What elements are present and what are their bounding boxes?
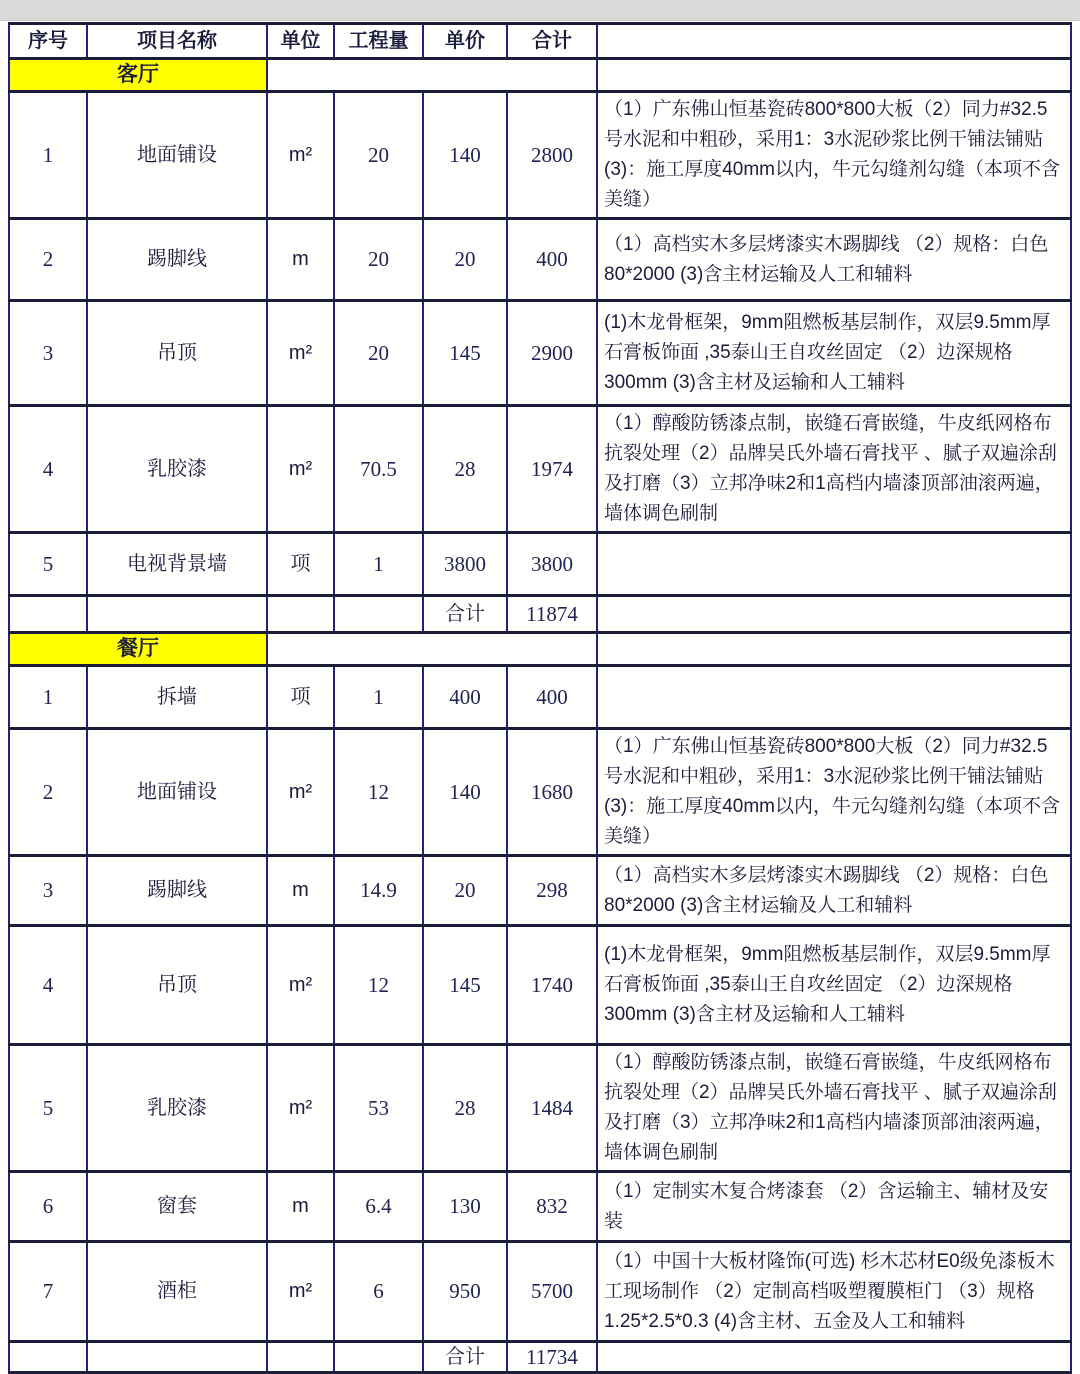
cell-total: 3800 — [507, 533, 597, 596]
subtotal-filler-qty — [334, 1342, 423, 1373]
cell-qty: 12 — [334, 729, 423, 856]
column-header-qty: 工程量 — [334, 24, 423, 59]
subtotal-filler-no — [9, 1342, 87, 1373]
cell-item: 窗套 — [87, 1172, 267, 1242]
cell-desc — [597, 533, 1071, 596]
cell-total: 1680 — [507, 729, 597, 856]
cell-no: 2 — [9, 729, 87, 856]
cell-unit: m — [267, 219, 334, 301]
cell-item: 地面铺设 — [87, 92, 267, 219]
section-row-notes-filler — [597, 633, 1071, 666]
table-row — [9, 666, 1071, 729]
subtotal-label: 合计 — [423, 596, 507, 633]
cell-qty: 6.4 — [334, 1172, 423, 1242]
cell-total: 1974 — [507, 406, 597, 533]
section-row-notes-filler — [597, 59, 1071, 92]
cell-desc: （1）高档实木多层烤漆实木踢脚线 （2）规格：白色80*2000 (3)含主材运输及人工和辅料 — [597, 856, 1071, 926]
cell-qty: 1 — [334, 533, 423, 596]
cell-no: 5 — [9, 1045, 87, 1172]
cell-qty: 1 — [334, 666, 423, 729]
section-row — [9, 633, 1071, 666]
cell-no: 3 — [9, 301, 87, 406]
column-header-unit-price: 单价 — [423, 24, 507, 59]
cell-item: 踢脚线 — [87, 856, 267, 926]
subtotal-filler-unit — [267, 1342, 334, 1373]
cell-price: 145 — [423, 926, 507, 1045]
cell-qty: 14.9 — [334, 856, 423, 926]
cell-qty: 6 — [334, 1242, 423, 1342]
cell-price: 140 — [423, 92, 507, 219]
subtotal-row — [9, 596, 1071, 633]
cell-no: 3 — [9, 856, 87, 926]
cell-no: 4 — [9, 926, 87, 1045]
subtotal-label: 合计 — [423, 1342, 507, 1373]
cell-desc: （1）定制实木复合烤漆套 （2）含运输主、辅材及安装 — [597, 1172, 1071, 1242]
cell-qty: 53 — [334, 1045, 423, 1172]
cell-qty: 20 — [334, 92, 423, 219]
cell-item: 吊顶 — [87, 926, 267, 1045]
cell-no: 7 — [9, 1242, 87, 1342]
cell-total: 832 — [507, 1172, 597, 1242]
table-row — [9, 856, 1071, 926]
subtotal-filler-no — [9, 596, 87, 633]
cell-unit: m² — [267, 1242, 334, 1342]
subtotal-value: 11734 — [507, 1342, 597, 1373]
section-row — [9, 59, 1071, 92]
cell-unit: m — [267, 1172, 334, 1242]
table-row — [9, 729, 1071, 856]
cell-qty: 70.5 — [334, 406, 423, 533]
cell-item: 踢脚线 — [87, 219, 267, 301]
table-row — [9, 92, 1071, 219]
cell-item: 酒柜 — [87, 1242, 267, 1342]
cell-total: 400 — [507, 666, 597, 729]
cell-price: 400 — [423, 666, 507, 729]
quote-table — [8, 22, 1072, 1374]
subtotal-filler-qty — [334, 596, 423, 633]
header-row — [9, 24, 1071, 59]
cell-no: 2 — [9, 219, 87, 301]
cell-unit: m² — [267, 926, 334, 1045]
cell-item: 拆墙 — [87, 666, 267, 729]
subtotal-value: 11874 — [507, 596, 597, 633]
section-name: 客厅 — [9, 59, 267, 92]
cell-desc: （1）醇酸防锈漆点制，嵌缝石膏嵌缝，牛皮纸网格布抗裂处理（2）品牌吴氏外墙石膏找平 、腻子双遍涂刮及打磨（3）立邦净味2和1高档内墙漆顶部油滚两遍，墙体调色刷制 — [597, 406, 1071, 533]
table-row — [9, 533, 1071, 596]
cell-price: 140 — [423, 729, 507, 856]
column-header-index: 序号 — [9, 24, 87, 59]
section-name: 餐厅 — [9, 633, 267, 666]
subtotal-filler-notes — [597, 1342, 1071, 1373]
cell-desc: （1）广东佛山恒基瓷砖800*800大板（2）同力#32.5号水泥和中粗砂，采用1：3水泥砂浆比例干铺法铺贴(3)：施工厚度40mm以内，牛元勾缝剂勾缝（本项不含美缝） — [597, 729, 1071, 856]
cell-unit: m² — [267, 406, 334, 533]
cell-item: 电视背景墙 — [87, 533, 267, 596]
cell-unit: 项 — [267, 666, 334, 729]
cell-unit: m² — [267, 301, 334, 406]
cell-no: 4 — [9, 406, 87, 533]
cell-item: 乳胶漆 — [87, 1045, 267, 1172]
subtotal-filler-item — [87, 1342, 267, 1373]
cell-item: 乳胶漆 — [87, 406, 267, 533]
cell-desc: （1）醇酸防锈漆点制，嵌缝石膏嵌缝，牛皮纸网格布抗裂处理（2）品牌吴氏外墙石膏找平 、腻子双遍涂刮及打磨（3）立邦净味2和1高档内墙漆顶部油滚两遍，墙体调色刷制 — [597, 1045, 1071, 1172]
cell-no: 1 — [9, 666, 87, 729]
cell-unit: 项 — [267, 533, 334, 596]
table-row — [9, 926, 1071, 1045]
subtotal-filler-item — [87, 596, 267, 633]
cell-desc: （1）高档实木多层烤漆实木踢脚线 （2）规格：白色80*2000 (3)含主材运输及人工和辅料 — [597, 219, 1071, 301]
screenshot-top-grey-strip — [0, 0, 1080, 21]
cell-total: 1740 — [507, 926, 597, 1045]
table-row — [9, 406, 1071, 533]
column-header-notes — [597, 24, 1071, 59]
column-header-unit: 单位 — [267, 24, 334, 59]
cell-price: 20 — [423, 219, 507, 301]
cell-total: 298 — [507, 856, 597, 926]
cell-qty: 12 — [334, 926, 423, 1045]
cell-no: 5 — [9, 533, 87, 596]
table-row — [9, 219, 1071, 301]
subtotal-filler-unit — [267, 596, 334, 633]
cell-total: 5700 — [507, 1242, 597, 1342]
table-row — [9, 1045, 1071, 1172]
cell-qty: 20 — [334, 301, 423, 406]
cell-price: 3800 — [423, 533, 507, 596]
cell-item: 吊顶 — [87, 301, 267, 406]
cell-price: 28 — [423, 406, 507, 533]
table-row — [9, 1172, 1071, 1242]
cell-item: 地面铺设 — [87, 729, 267, 856]
quote-table-body — [9, 24, 1071, 1373]
table-row — [9, 301, 1071, 406]
cell-no: 1 — [9, 92, 87, 219]
subtotal-filler-notes — [597, 596, 1071, 633]
quotation-sheet — [8, 22, 1080, 1374]
cell-total: 400 — [507, 219, 597, 301]
cell-price: 130 — [423, 1172, 507, 1242]
column-header-total: 合计 — [507, 24, 597, 59]
cell-desc: (1)木龙骨框架，9mm阻燃板基层制作，双层9.5mm厚石膏板饰面 ,35泰山王自攻丝固定 （2）边深规格300mm (3)含主材及运输和人工辅料 — [597, 926, 1071, 1045]
table-row — [9, 1242, 1071, 1342]
section-row-filler — [267, 59, 597, 92]
cell-desc: （1）中国十大板材隆饰(可选) 杉木芯材E0级免漆板木工现场制作 （2）定制高档吸塑覆膜柜门 （3）规格1.25*2.5*0.3 (4)含主材、五金及人工和辅料 — [597, 1242, 1071, 1342]
cell-total: 2800 — [507, 92, 597, 219]
cell-total: 2900 — [507, 301, 597, 406]
cell-no: 6 — [9, 1172, 87, 1242]
subtotal-row — [9, 1342, 1071, 1373]
cell-unit: m — [267, 856, 334, 926]
cell-total: 1484 — [507, 1045, 597, 1172]
cell-desc: (1)木龙骨框架，9mm阻燃板基层制作，双层9.5mm厚石膏板饰面 ,35泰山王自攻丝固定 （2）边深规格300mm (3)含主材及运输和人工辅料 — [597, 301, 1071, 406]
cell-unit: m² — [267, 729, 334, 856]
cell-unit: m² — [267, 1045, 334, 1172]
cell-desc — [597, 666, 1071, 729]
cell-price: 28 — [423, 1045, 507, 1172]
cell-price: 145 — [423, 301, 507, 406]
cell-unit: m² — [267, 92, 334, 219]
column-header-item: 项目名称 — [87, 24, 267, 59]
cell-qty: 20 — [334, 219, 423, 301]
cell-price: 950 — [423, 1242, 507, 1342]
section-row-filler — [267, 633, 597, 666]
cell-desc: （1）广东佛山恒基瓷砖800*800大板（2）同力#32.5号水泥和中粗砂，采用1：3水泥砂浆比例干铺法铺贴(3)：施工厚度40mm以内，牛元勾缝剂勾缝（本项不含美缝） — [597, 92, 1071, 219]
cell-price: 20 — [423, 856, 507, 926]
